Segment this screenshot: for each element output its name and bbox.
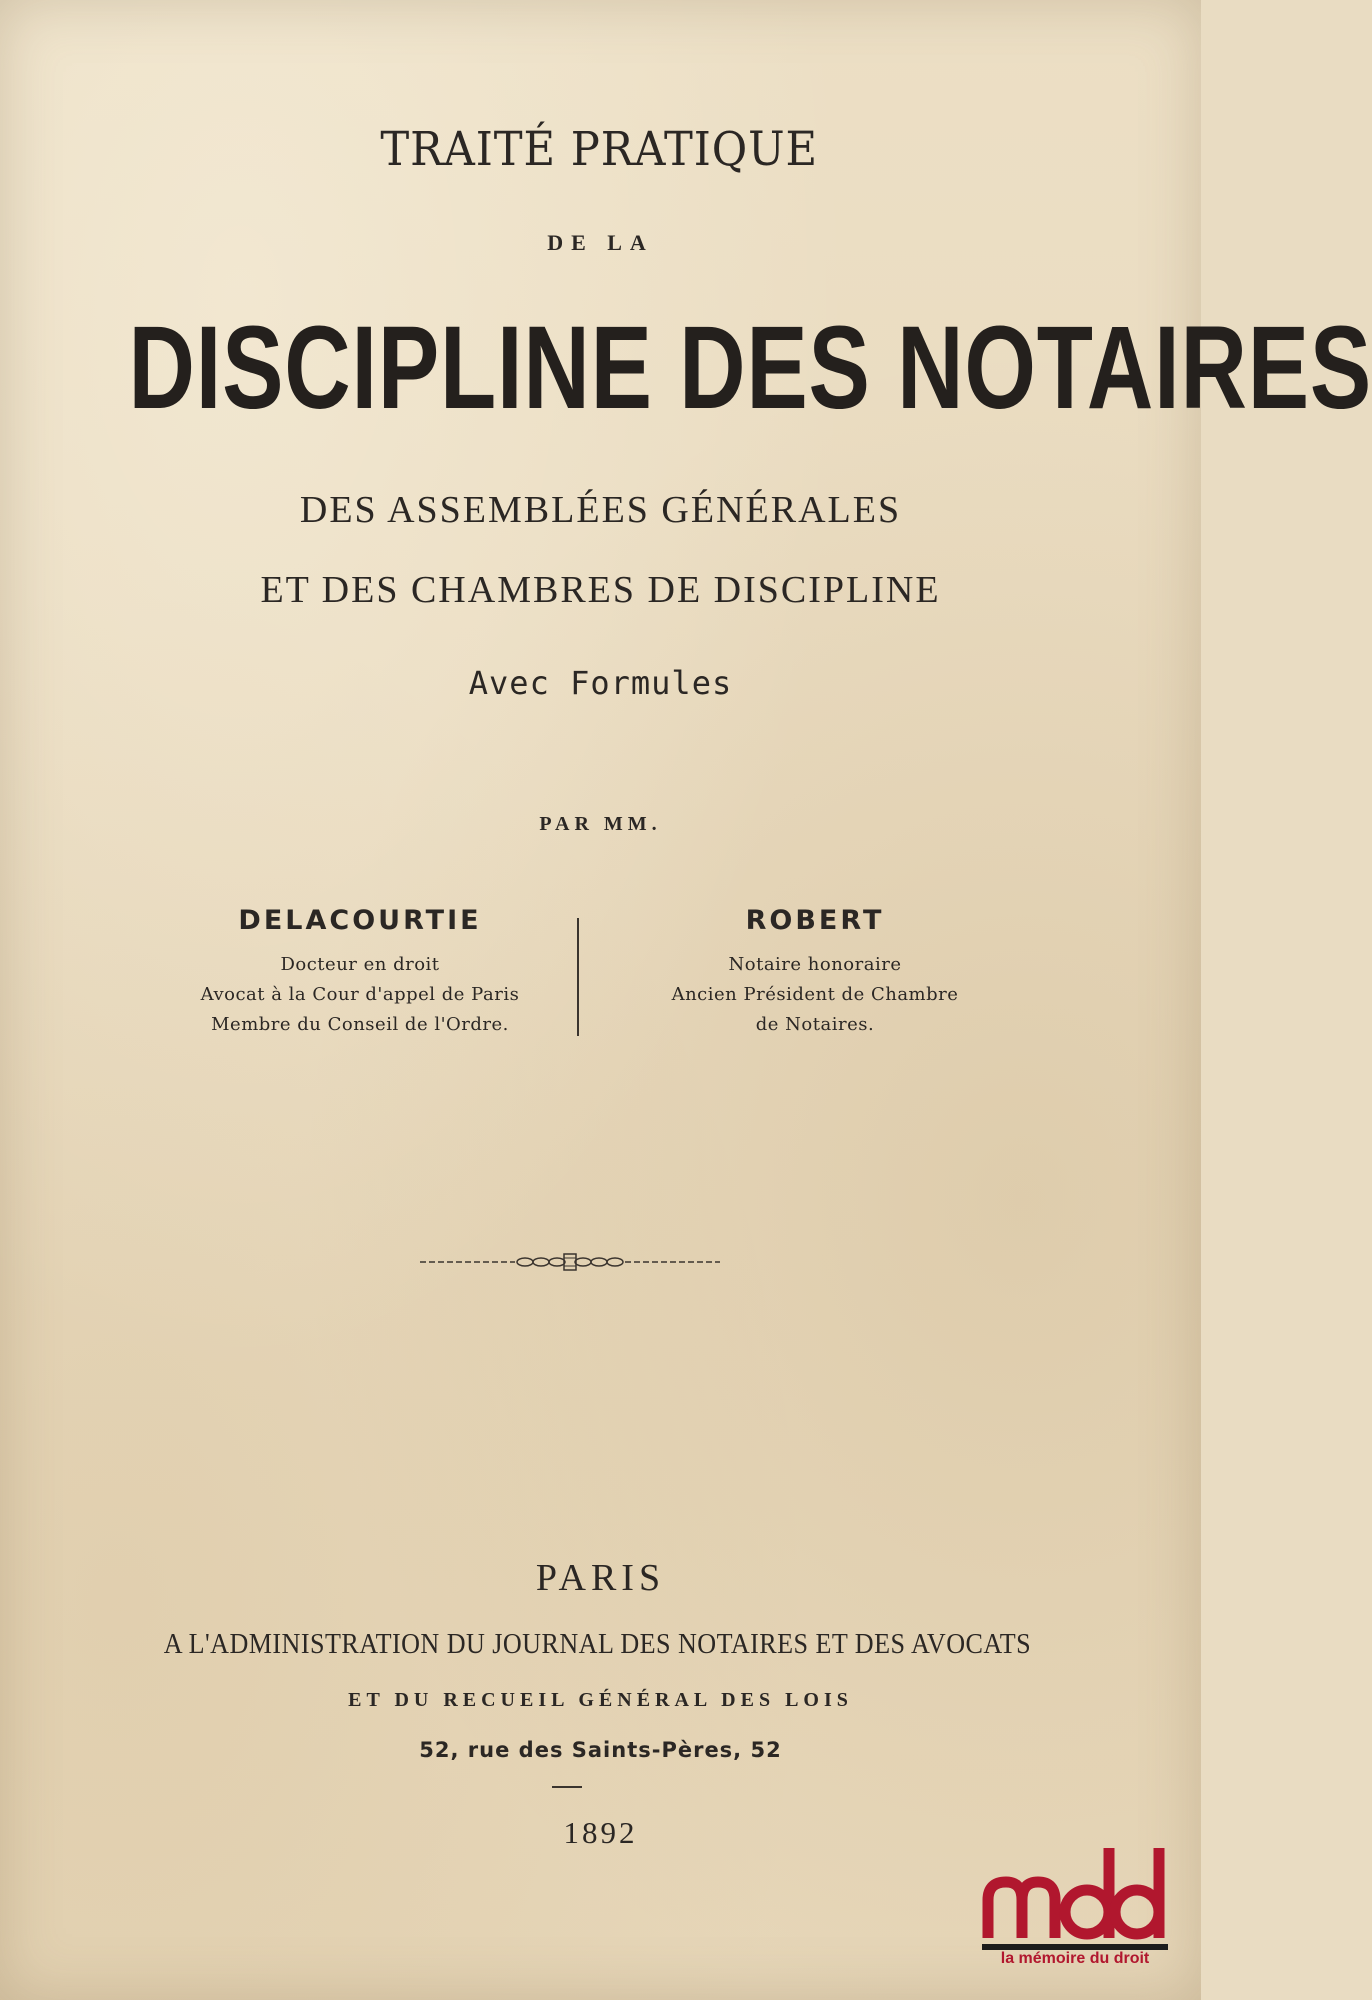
author-credential: Docteur en droit <box>280 954 440 975</box>
ornamental-rule <box>420 1250 720 1274</box>
imprint-city: PARIS <box>535 1557 666 1599</box>
subtitle-assemblees: DES ASSEMBLÉES GÉNÉRALES <box>299 489 902 531</box>
logo-caption: la mémoire du droit <box>1000 1950 1150 1967</box>
imprint-publisher: A L'ADMINISTRATION DU JOURNAL DES NOTAIRES ET DES AVOCATS <box>163 1628 1032 1660</box>
imprint-publisher-secondary: ET DU RECUEIL GÉNÉRAL DES LOIS <box>348 1689 853 1711</box>
author-credential: Ancien Président de Chambre <box>671 984 959 1005</box>
author-divider <box>577 918 579 1036</box>
imprint-year: 1892 <box>563 1815 638 1850</box>
author-name: DELACOURTIE <box>238 905 482 936</box>
title-line-traite: TRAITÉ PRATIQUE <box>380 122 818 177</box>
author-block-delacourtie <box>140 905 580 1040</box>
author-credential: de Notaires. <box>755 1014 875 1035</box>
author-credential: Notaire honoraire <box>728 954 902 975</box>
author-block-robert <box>595 905 1035 1040</box>
authors-intro: PAR MM. <box>539 813 662 835</box>
imprint-dash <box>552 1786 582 1788</box>
author-name: ROBERT <box>745 905 885 936</box>
imprint-address: 52, rue des Saints-Pères, 52 <box>419 1738 782 1762</box>
author-credential: Membre du Conseil de l'Ordre. <box>211 1014 509 1035</box>
subtitle-formules: Avec Formules <box>468 664 733 702</box>
subtitle-chambres: ET DES CHAMBRES DE DISCIPLINE <box>260 569 941 611</box>
title-line-de-la: DE LA <box>547 230 654 255</box>
main-title: DISCIPLINE DES NOTAIRES <box>128 302 1372 434</box>
author-credential: Avocat à la Cour d'appel de Paris <box>200 984 520 1005</box>
